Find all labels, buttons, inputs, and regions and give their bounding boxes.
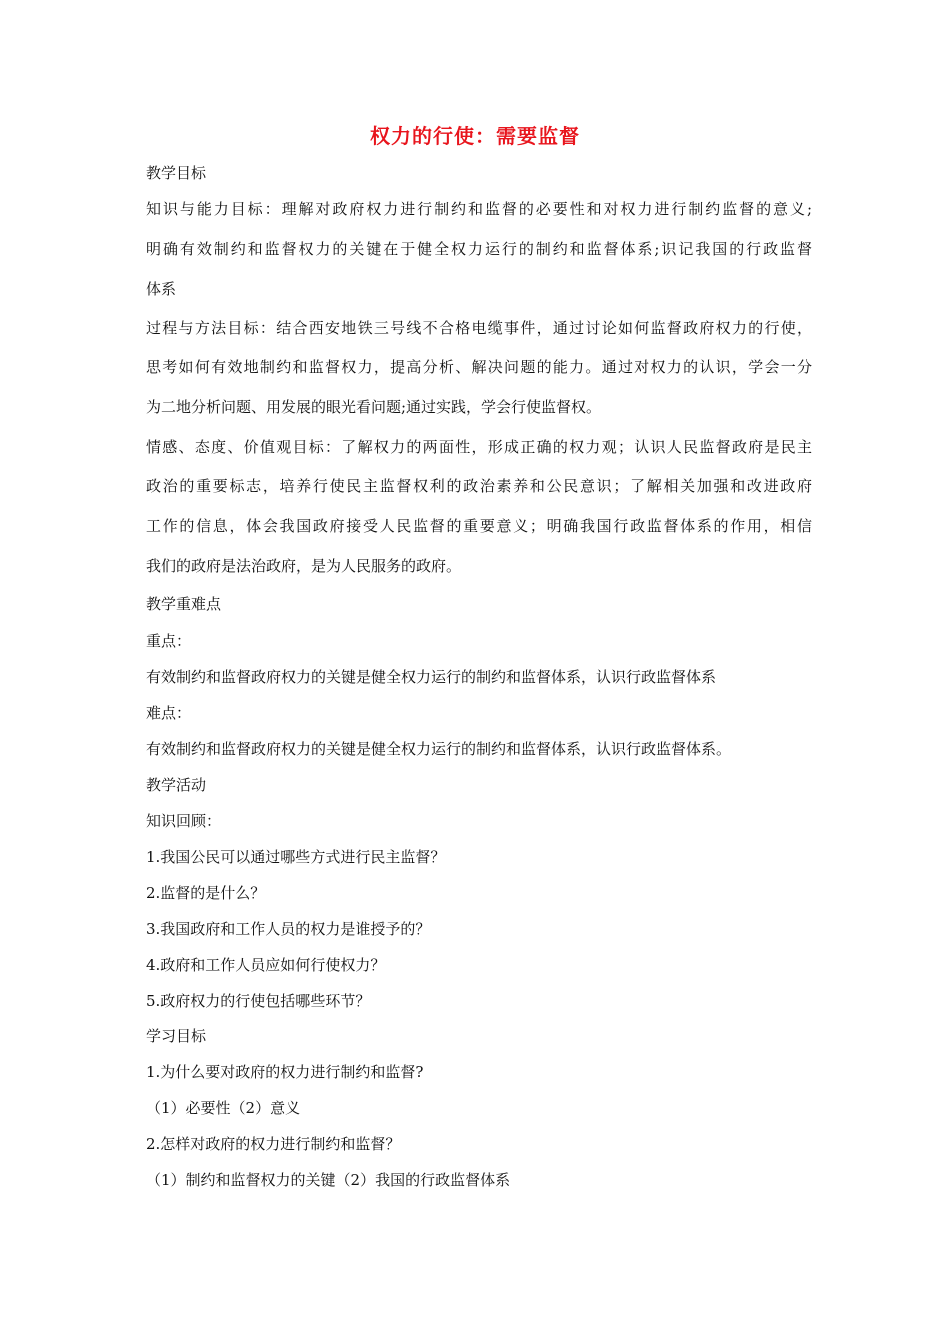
- list-item: 4.政府和工作人员应如何行使权力？: [146, 956, 386, 974]
- paragraph-line: 思考如何有效地制约和监督权力，提高分析、解决问题的能力。通过对权力的认识，学会一分: [146, 358, 812, 376]
- list-item: 1.我国公民可以通过哪些方式进行民主监督？: [146, 848, 446, 866]
- list-item: 3.我国政府和工作人员的权力是谁授予的？: [146, 920, 431, 938]
- list-item: 5.政府权力的行使包括哪些环节？: [146, 992, 371, 1010]
- paragraph-line: 明确有效制约和监督权力的关键在于健全权力运行的制约和监督体系;识记我国的行政监督: [146, 240, 812, 258]
- heading-teaching-activities: 教学活动: [146, 776, 207, 794]
- heading-learning-goals: 学习目标: [146, 1027, 207, 1045]
- paragraph-line: 为二地分析问题、用发展的眼光看问题;通过实践，学会行使监督权。: [146, 398, 602, 416]
- heading-teaching-goals: 教学目标: [146, 164, 207, 182]
- heading-key-points: 教学重难点: [146, 595, 222, 613]
- paragraph-line: 情感、态度、价值观目标：了解权力的两面性，形成正确的权力观；认识人民监督政府是民主: [146, 438, 812, 456]
- list-item: 1.为什么要对政府的权力进行制约和监督?: [146, 1063, 424, 1081]
- paragraph-line: 政治的重要标志，培养行使民主监督权利的政治素养和公民意识；了解相关加强和改进政府: [146, 477, 812, 495]
- label-difficulty: 难点：: [146, 704, 192, 722]
- label-knowledge-review: 知识回顾：: [146, 812, 222, 830]
- label-key-point: 重点：: [146, 632, 192, 650]
- paragraph-line: 工作的信息，体会我国政府接受人民监督的重要意义；明确我国行政监督体系的作用，相信: [146, 517, 812, 535]
- paragraph-line: 我们的政府是法治政府，是为人民服务的政府。: [146, 557, 462, 575]
- list-item: （1）制约和监督权力的关键（2）我国的行政监督体系: [146, 1171, 511, 1189]
- document-title: 权力的行使：需要监督: [370, 124, 580, 148]
- list-item: （1）必要性（2）意义: [146, 1099, 301, 1117]
- list-item: 2.怎样对政府的权力进行制约和监督？: [146, 1135, 401, 1153]
- paragraph-line: 有效制约和监督政府权力的关键是健全权力运行的制约和监督体系，认识行政监督体系。: [146, 740, 732, 758]
- paragraph-line: 有效制约和监督政府权力的关键是健全权力运行的制约和监督体系，认识行政监督体系: [146, 668, 717, 686]
- list-item: 2.监督的是什么？: [146, 884, 266, 902]
- paragraph-line: 过程与方法目标：结合西安地铁三号线不合格电缆事件，通过讨论如何监督政府权力的行使，: [146, 319, 812, 337]
- paragraph-line: 体系: [146, 280, 177, 298]
- paragraph-line: 知识与能力目标：理解对政府权力进行制约和监督的必要性和对权力进行制约监督的意义;: [146, 200, 812, 218]
